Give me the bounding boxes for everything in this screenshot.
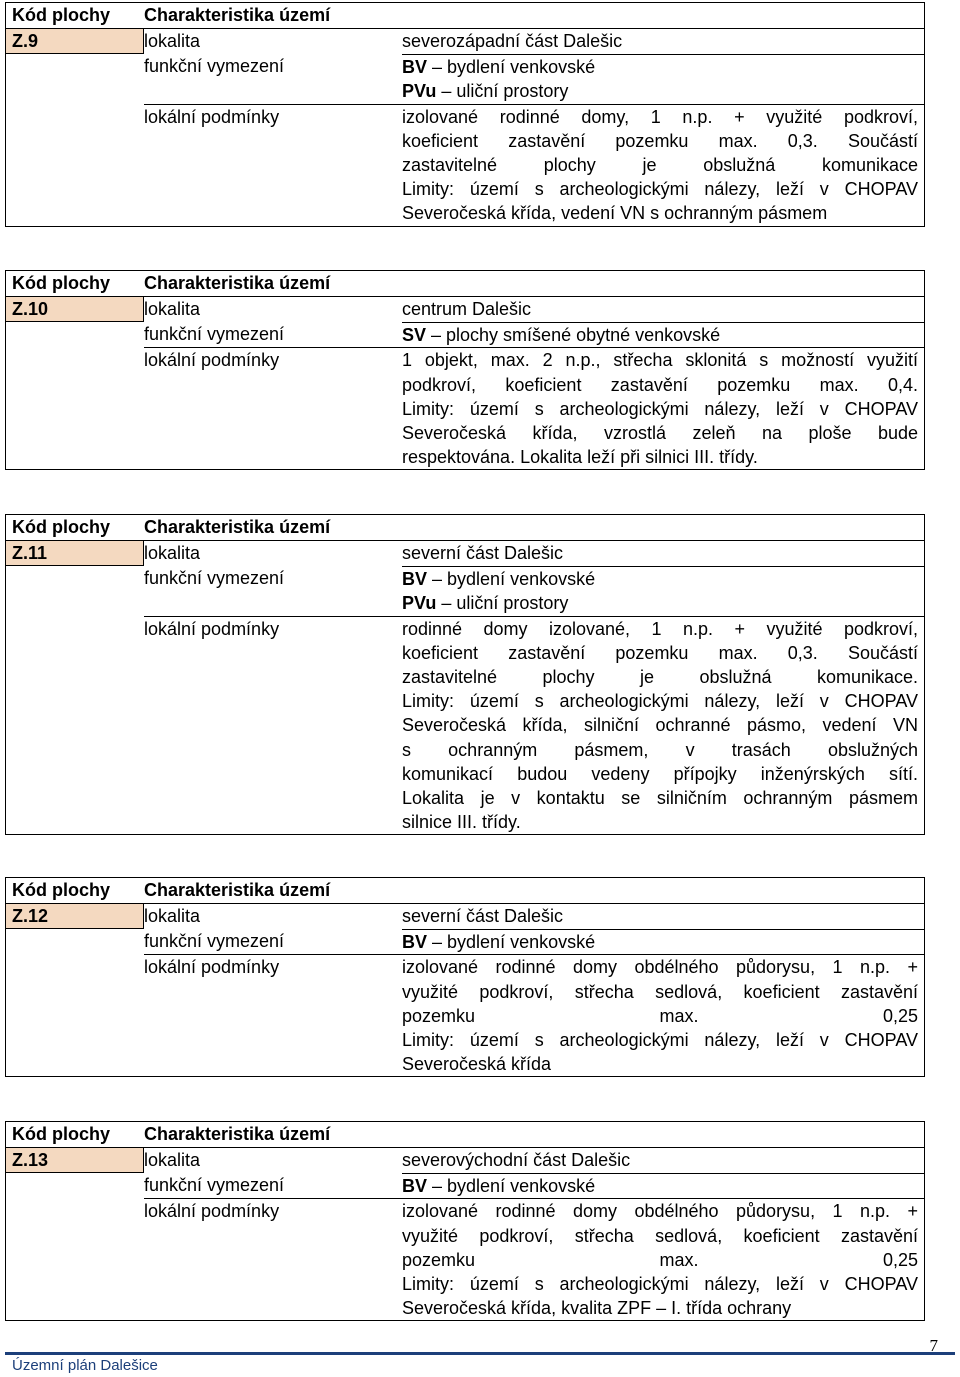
- lokalni-row: [6, 689, 924, 713]
- lokalni-line: Severočeská křída, vzrostlá zeleň na ploše bude: [402, 423, 918, 444]
- lokalita-value: severní část Dalešic: [402, 543, 564, 563]
- code-spacer: [6, 810, 144, 834]
- lokalni-label: [144, 397, 402, 421]
- lokalita-label: lokalita: [144, 1150, 201, 1170]
- code-spacer: [6, 373, 144, 397]
- lokalni-label: [144, 1248, 402, 1272]
- lokalni-label: [144, 1272, 402, 1296]
- lokalni-row: [6, 1296, 924, 1320]
- lokalni-line: zastavitelné plochy je obslužná komunikace: [402, 155, 918, 176]
- lokalita-row: [6, 541, 924, 566]
- funkcni-code: BV: [402, 57, 428, 78]
- lokalita-label: lokalita: [144, 299, 201, 319]
- area-code: Z.11: [6, 541, 144, 566]
- funkcni-label: funkční vymezení: [144, 1175, 285, 1196]
- code-spacer: [6, 54, 144, 79]
- code-spacer: [6, 201, 144, 225]
- code-spacer: [6, 1198, 144, 1223]
- lokalni-row: [6, 980, 924, 1004]
- lokalni-row: [6, 373, 924, 397]
- lokalita-value: severní část Dalešic: [402, 906, 564, 926]
- lokalni-row: [6, 1028, 924, 1052]
- code-spacer: [6, 1248, 144, 1272]
- lokalni-row: [6, 445, 924, 469]
- header-code-label: Kód plochy: [12, 273, 110, 293]
- funkcni-text: – uliční prostory: [436, 81, 569, 102]
- funkcni-value: [402, 1173, 924, 1198]
- lokalni-label: [144, 738, 402, 762]
- funkcni-row: [6, 54, 924, 79]
- lokalita-label: lokalita: [144, 31, 201, 51]
- code-spacer: [6, 177, 144, 201]
- lokalni-row: [6, 421, 924, 445]
- table-header: [6, 3, 924, 29]
- lokalni-label: [144, 810, 402, 834]
- lokalni-line: pozemku max. 0,25: [402, 1249, 918, 1270]
- code-spacer: [6, 421, 144, 445]
- funkcni-value: [402, 929, 924, 954]
- table-header: [6, 878, 924, 904]
- lokalni-row: [6, 1052, 924, 1076]
- footer-title: Územní plán Dalešice: [12, 1357, 158, 1374]
- lokalni-row: [6, 201, 924, 225]
- funkcni-text: – bydlení venkovské: [427, 932, 596, 953]
- area-table: [5, 877, 925, 1077]
- lokalita-value: severovýchodní část Dalešic: [402, 1150, 631, 1170]
- area-code: Z.10: [6, 297, 144, 322]
- header-code-label: Kód plochy: [12, 5, 110, 25]
- lokalni-row: [6, 153, 924, 177]
- funkcni-text: – bydlení venkovské: [427, 57, 596, 78]
- lokalni-row: [6, 713, 924, 737]
- lokalni-row: [6, 177, 924, 201]
- lokalni-line: izolované rodinné domy obdélného půdorysu, 1 n.p. +: [402, 1198, 924, 1223]
- code-spacer: [6, 1173, 144, 1198]
- funkcni-text: – bydlení venkovské: [427, 569, 596, 590]
- lokalni-row: [6, 738, 924, 762]
- lokalni-label: [144, 1296, 402, 1320]
- funkcni-row: [6, 591, 924, 615]
- lokalni-row: [6, 762, 924, 786]
- funkcni-value: [402, 54, 924, 79]
- lokalni-line: s ochranným pásmem, v trasách obslužných: [402, 739, 918, 760]
- lokalni-line: využité podkroví, střecha sedlová, koeficient zastavění: [402, 1225, 918, 1246]
- code-spacer: [6, 1296, 144, 1320]
- lokalni-row: [6, 786, 924, 810]
- lokalita-row: [6, 29, 924, 54]
- lokalni-line: izolované rodinné domy obdélného půdorysu, 1 n.p. +: [402, 954, 924, 979]
- table-header: [6, 515, 924, 541]
- lokalni-label: [144, 689, 402, 713]
- code-spacer: [6, 713, 144, 737]
- lokalni-label: lokální podmínky: [144, 104, 402, 129]
- header-char-label: Charakteristika území: [144, 517, 331, 537]
- area-code: Z.13: [6, 1148, 144, 1173]
- lokalni-line: Severočeská křída, kvalita ZPF – I. třída ochrany: [402, 1298, 792, 1319]
- header-char-label: Charakteristika území: [144, 273, 331, 293]
- header-char-label: Charakteristika území: [144, 1124, 331, 1144]
- code-spacer: [6, 738, 144, 762]
- lokalni-line: komunikací budou vedeny přípojky inženýrských sítí.: [402, 763, 918, 784]
- lokalni-row: [6, 397, 924, 421]
- funkcni-text: – bydlení venkovské: [427, 1176, 596, 1197]
- lokalni-label: [144, 445, 402, 469]
- code-spacer: [6, 1224, 144, 1248]
- funkcni-label: [144, 591, 402, 615]
- lokalni-label: [144, 786, 402, 810]
- lokalita-value: centrum Dalešic: [402, 299, 532, 319]
- lokalni-label: [144, 762, 402, 786]
- funkcni-value: [402, 322, 924, 347]
- funkcni-label: [144, 79, 402, 103]
- area-table: [5, 1121, 925, 1321]
- funkcni-row: [6, 566, 924, 591]
- lokalni-row: [6, 616, 924, 641]
- funkcni-row: [6, 322, 924, 347]
- lokalni-line: Limity: území s archeologickými nálezy, leží v CHOPAV: [402, 398, 918, 419]
- page-number: 7: [929, 1336, 938, 1355]
- lokalni-label: [144, 1052, 402, 1076]
- code-spacer: [6, 929, 144, 954]
- lokalni-row: [6, 347, 924, 372]
- lokalni-row: [6, 1272, 924, 1296]
- code-spacer: [6, 445, 144, 469]
- funkcni-code: BV: [402, 932, 428, 953]
- funkcni-value: [402, 566, 924, 591]
- code-spacer: [6, 129, 144, 153]
- lokalni-row: [6, 1004, 924, 1028]
- lokalni-line: koeficient zastavění pozemku max. 0,3. Součástí: [402, 642, 918, 663]
- code-spacer: [6, 566, 144, 591]
- header-code-label: Kód plochy: [12, 1124, 110, 1144]
- code-spacer: [6, 954, 144, 979]
- lokalni-row: [6, 641, 924, 665]
- lokalni-label: [144, 1004, 402, 1028]
- funkcni-code: BV: [402, 1176, 428, 1197]
- lokalni-label: [144, 713, 402, 737]
- funkcni-value: [402, 591, 924, 615]
- header-code-label: Kód plochy: [12, 880, 110, 900]
- lokalni-line: Severočeská křída, vedení VN s ochranným pásmem: [402, 203, 828, 224]
- lokalni-label: [144, 129, 402, 153]
- funkcni-row: [6, 79, 924, 103]
- code-spacer: [6, 347, 144, 372]
- code-spacer: [6, 1004, 144, 1028]
- code-spacer: [6, 616, 144, 641]
- lokalni-line: koeficient zastavění pozemku max. 0,3. Součástí: [402, 130, 918, 151]
- lokalni-label: [144, 641, 402, 665]
- funkcni-row: [6, 929, 924, 954]
- lokalni-line: pozemku max. 0,25: [402, 1005, 918, 1026]
- funkcni-label: funkční vymezení: [144, 324, 285, 345]
- header-char-label: Charakteristika území: [144, 5, 331, 25]
- lokalita-row: [6, 297, 924, 322]
- funkcni-value: [402, 79, 924, 103]
- area-code: Z.12: [6, 904, 144, 929]
- lokalni-row: [6, 1224, 924, 1248]
- code-spacer: [6, 79, 144, 103]
- lokalni-label: [144, 1224, 402, 1248]
- funkcni-text: – plochy smíšené obytné venkovské: [426, 325, 721, 346]
- lokalni-label: lokální podmínky: [144, 1198, 402, 1223]
- code-spacer: [6, 1028, 144, 1052]
- lokalita-label: lokalita: [144, 543, 201, 563]
- lokalni-line: podkroví, koeficient zastavění pozemku max. 0,4.: [402, 374, 918, 395]
- lokalni-line: Severočeská křída, silniční ochranné pásmo, vedení VN: [402, 715, 918, 736]
- lokalni-line: 1 objekt, max. 2 n.p., střecha sklonitá s možností využití: [402, 347, 924, 372]
- funkcni-label: funkční vymezení: [144, 568, 285, 589]
- funkcni-label: funkční vymezení: [144, 931, 285, 952]
- code-spacer: [6, 153, 144, 177]
- lokalni-row: [6, 1198, 924, 1223]
- area-table: [5, 514, 925, 835]
- lokalni-line: silnice III. třídy.: [402, 812, 521, 833]
- lokalni-label: lokální podmínky: [144, 954, 402, 979]
- code-spacer: [6, 786, 144, 810]
- lokalni-line: Lokalita je v kontaktu se silničním ochranným pásmem: [402, 788, 918, 809]
- code-spacer: [6, 762, 144, 786]
- funkcni-code: PVu: [402, 593, 437, 614]
- code-spacer: [6, 689, 144, 713]
- table-header: [6, 1122, 924, 1148]
- area-table: [5, 270, 925, 470]
- lokalni-line: respektována. Lokalita leží při silnici III. třídy.: [402, 447, 758, 468]
- lokalni-label: [144, 153, 402, 177]
- code-spacer: [6, 397, 144, 421]
- lokalni-line: Limity: území s archeologickými nálezy, leží v CHOPAV: [402, 1030, 918, 1051]
- code-spacer: [6, 665, 144, 689]
- funkcni-text: – uliční prostory: [436, 593, 569, 614]
- lokalni-row: [6, 129, 924, 153]
- lokalni-line: Limity: území s archeologickými nálezy, leží v CHOPAV: [402, 179, 918, 200]
- lokalni-label: lokální podmínky: [144, 347, 402, 372]
- funkcni-label: funkční vymezení: [144, 56, 285, 77]
- footer-rule: [5, 1352, 955, 1355]
- lokalni-row: [6, 1248, 924, 1272]
- lokalni-label: lokální podmínky: [144, 616, 402, 641]
- table-header: [6, 271, 924, 297]
- funkcni-code: SV: [402, 325, 427, 346]
- lokalni-line: rodinné domy izolované, 1 n.p. + využité podkroví,: [402, 616, 924, 641]
- code-spacer: [6, 980, 144, 1004]
- lokalni-line: zastavitelné plochy je obslužná komunikace.: [402, 667, 918, 688]
- lokalni-label: [144, 201, 402, 225]
- header-code-label: Kód plochy: [12, 517, 110, 537]
- lokalni-label: [144, 1028, 402, 1052]
- funkcni-row: [6, 1173, 924, 1198]
- code-spacer: [6, 1272, 144, 1296]
- code-spacer: [6, 322, 144, 347]
- code-spacer: [6, 591, 144, 615]
- area-table: [5, 2, 925, 227]
- lokalni-label: [144, 421, 402, 445]
- lokalni-label: [144, 980, 402, 1004]
- code-spacer: [6, 641, 144, 665]
- lokalita-row: [6, 904, 924, 929]
- lokalni-label: [144, 373, 402, 397]
- lokalni-line: Limity: území s archeologickými nálezy, leží v CHOPAV: [402, 1274, 918, 1295]
- header-char-label: Charakteristika území: [144, 880, 331, 900]
- lokalita-row: [6, 1148, 924, 1173]
- funkcni-code: PVu: [402, 81, 437, 102]
- code-spacer: [6, 1052, 144, 1076]
- lokalni-row: [6, 665, 924, 689]
- lokalni-line: Limity: území s archeologickými nálezy, leží v CHOPAV: [402, 691, 918, 712]
- lokalni-line: Severočeská křída: [402, 1054, 552, 1075]
- lokalni-label: [144, 665, 402, 689]
- lokalita-value: severozápadní část Dalešic: [402, 31, 623, 51]
- lokalni-row: [6, 810, 924, 834]
- lokalita-label: lokalita: [144, 906, 201, 926]
- lokalni-row: [6, 954, 924, 979]
- lokalni-row: [6, 104, 924, 129]
- lokalni-line: využité podkroví, střecha sedlová, koeficient zastavění: [402, 981, 918, 1002]
- funkcni-code: BV: [402, 569, 428, 590]
- lokalni-line: izolované rodinné domy, 1 n.p. + využité podkroví,: [402, 104, 924, 129]
- code-spacer: [6, 104, 144, 129]
- lokalni-label: [144, 177, 402, 201]
- area-code: Z.9: [6, 29, 144, 54]
